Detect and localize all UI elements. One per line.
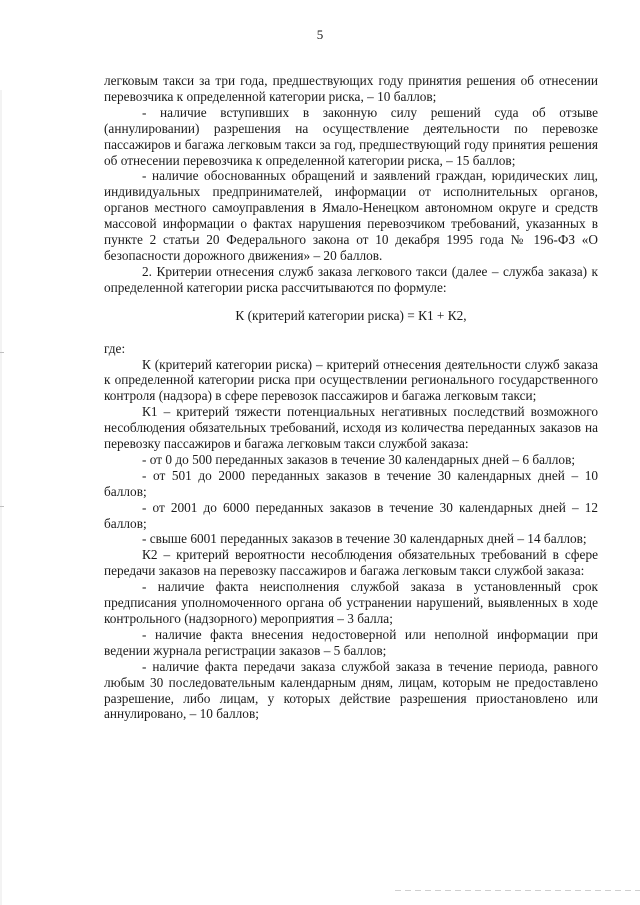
bottom-divider <box>395 890 640 891</box>
paragraph-k2-definition: К2 – критерий вероятности несоблюдения обязательных требований в сфере передачи заказов на перевозку пассажиров и багажа легковым такси службой заказа: <box>104 547 598 579</box>
list-item-k1-range-2: - от 501 до 2000 переданных заказов в течение 30 календарных дней – 10 баллов; <box>104 467 598 499</box>
edge-mark <box>0 352 4 353</box>
list-item-k1-range-4: - свыше 6001 переданных заказов в течение 30 календарных дней – 14 баллов; <box>142 531 587 547</box>
paragraph-k1-definition: К1 – критерий тяжести потенциальных негативных последствий возможного несоблюдения обязательных требований, исходя из количества переданных заказов на перевозку пассажиров и багажа легковым такси службой заказа: <box>104 404 598 452</box>
paragraph-k-definition: К (критерий категории риска) – критерий отнесения деятельности служб заказа к определенной категории риска при осуществлении регионального государственного контроля (надзора) в сфере перевозок пассажиров и багажа легковым такси; <box>104 356 598 404</box>
edge-mark <box>0 506 4 507</box>
paragraph-continuation: легковым такси за три года, предшествующих году принятия решения об отнесении перевозчика к определенной категории риска, – 10 баллов; <box>104 73 598 104</box>
list-item-k2-journal: - наличие факта внесения недостоверной или неполной информации при ведении журнала регистрации заказов – 5 баллов; <box>104 626 598 658</box>
paragraph-where: где: <box>104 340 126 356</box>
list-item-k1-range-3: - от 2001 до 6000 переданных заказов в течение 30 календарных дней – 12 баллов; <box>104 499 598 531</box>
page-number: 5 <box>316 27 324 42</box>
list-item-k1-range-1: - от 0 до 500 переданных заказов в течение 30 календарных дней – 6 баллов; <box>142 451 576 467</box>
document-body <box>104 73 598 722</box>
paragraph-complaints: - наличие обоснованных обращений и заявлений граждан, юридических лиц, индивидуальных предпринимателей, информации от исполнительных органов, органов местного самоуправления в Ямало-Ненецком автономном округе и средств массовой информации о фактах нарушения перевозчиком требований, указанных в пункте 2 статьи 20 Федерального закона от 10 декабря 1995 года № 196-ФЗ «О безопасности дорожного движения» – 20 баллов. <box>104 168 598 263</box>
list-item-k2-prescription: - наличие факта неисполнения службой заказа в установленный срок предписания уполномоченного органа об устранении нарушений, выявленных в ходе контрольного (надзорного) мероприятия – 3 балла; <box>104 579 598 626</box>
page-left-edge <box>0 0 2 905</box>
formula: К (критерий категории риска) = К1 + К2, <box>235 307 467 323</box>
paragraph-court-decisions: - наличие вступивших в законную силу решений суда об отзыве (аннулировании) разрешения на осуществление деятельности по перевозке пассажиров и багажа легковым такси за год, предшествующий году принятия решения об отнесении перевозчика к определенной категории риска, – 15 баллов; <box>104 104 598 168</box>
list-item-k2-transfer: - наличие факта передачи заказа службой заказа в течение периода, равного любым 30 последовательным календарным дням, лицам, которым не предоставлено разрешение, либо лицам, у которых действие разрешения приостановлено или аннулировано, – 10 баллов; <box>104 658 598 722</box>
paragraph-criteria-intro: 2. Критерии отнесения служб заказа легкового такси (далее – служба заказа) к определенной категории риска рассчитываются по формуле: <box>104 263 598 295</box>
